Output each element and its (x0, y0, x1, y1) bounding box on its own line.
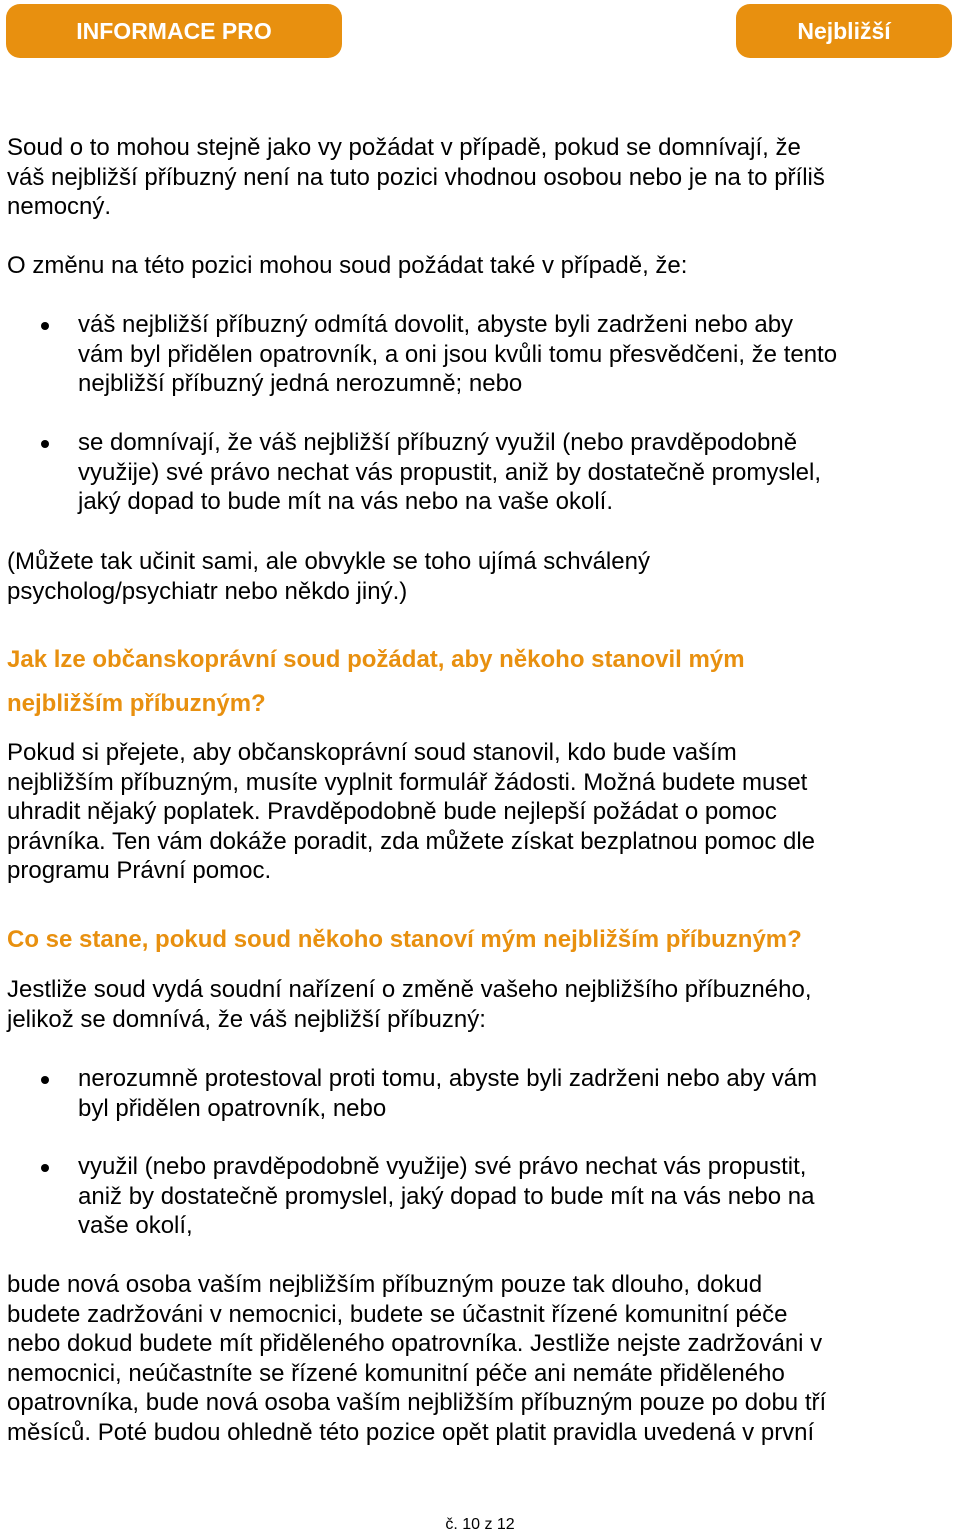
paragraph-3-line: (Můžete tak učinit sami, ale obvykle se toho ujímá schválený (7, 548, 650, 575)
header-left-label: INFORMACE PRO (76, 17, 272, 44)
bullet-1-line: váš nejbližší příbuzný odmítá dovolit, abyste byli zadrženi nebo aby (78, 311, 794, 338)
header-tab-informace-pro (6, 4, 342, 58)
bullet-3-line: nerozumně protestoval proti tomu, abyste byli zadrženi nebo aby vám (78, 1065, 818, 1092)
paragraph-3-line: psycholog/psychiatr nebo někdo jiný.) (7, 578, 408, 605)
paragraph-2-line: O změnu na této pozici mohou soud požádat také v případě, že: (7, 252, 688, 279)
section-heading-1: Jak lze občanskoprávní soud požádat, aby někoho stanovil mým (7, 646, 745, 673)
section-heading-2: Co se stane, pokud soud někoho stanoví mým nejbližším příbuzným? (7, 926, 802, 953)
paragraph-1-line: nemocný. (7, 193, 112, 220)
section-heading-1: nejbližším příbuzným? (7, 690, 266, 717)
header-right-label: Nejbližší (797, 17, 891, 44)
bullet-1-line: nejbližší příbuzný jedná nerozumně; nebo (78, 370, 523, 397)
bullet-dot (41, 1076, 49, 1084)
paragraph-1-line: váš nejbližší příbuzný není na tuto pozici vhodnou osobou nebo je na to příliš (7, 164, 825, 191)
paragraph-4-line: Pokud si přejete, aby občanskoprávní soud stanovil, kdo bude vaším (7, 739, 737, 766)
paragraph-4-line: nejbližším příbuzným, musíte vyplnit formulář žádosti. Možná budete muset (7, 769, 808, 796)
paragraph-1-line: Soud o to mohou stejně jako vy požádat v případě, pokud se domnívají, že (7, 134, 801, 161)
paragraph-6-line: nemocnici, neúčastníte se řízené komunitní péče ani nemáte přiděleného (7, 1360, 785, 1387)
bullet-3-line: byl přidělen opatrovník, nebo (78, 1095, 387, 1122)
paragraph-6-line: opatrovníka, bude nová osoba vaším nejbližším příbuzným pouze po dobu tří (7, 1389, 827, 1416)
paragraph-6-line: měsíců. Poté budou ohledně této pozice opět platit pravidla uvedená v první (7, 1419, 815, 1446)
bullet-dot (41, 322, 49, 330)
bullet-4-line: vaše okolí, (78, 1212, 193, 1239)
bullet-2-line: využije) své právo nechat vás propustit, aniž by dostatečně promyslel, (78, 459, 822, 486)
bullet-4-line: využil (nebo pravděpodobně využije) své právo nechat vás propustit, (78, 1153, 807, 1180)
paragraph-4-line: právníka. Ten vám dokáže poradit, zda můžete získat bezplatnou pomoc dle (7, 828, 816, 855)
paragraph-5-line: jelikož se domnívá, že váš nejbližší příbuzný: (7, 1006, 486, 1033)
paragraph-4-line: uhradit nějaký poplatek. Pravděpodobně bude nejlepší požádat o pomoc (7, 798, 777, 825)
paragraph-4-line: programu Právní pomoc. (7, 857, 272, 884)
paragraph-6-line: bude nová osoba vaším nejbližším příbuzným pouze tak dlouho, dokud (7, 1271, 763, 1298)
bullet-1-line: vám byl přidělen opatrovník, a oni jsou kvůli tomu přesvědčeni, že tento (78, 341, 838, 368)
page-number: č. 10 z 12 (445, 1516, 515, 1533)
bullet-4-line: aniž by dostatečně promyslel, jaký dopad to bude mít na vás nebo na (78, 1183, 815, 1210)
bullet-2-line: se domnívají, že váš nejbližší příbuzný využil (nebo pravděpodobně (78, 429, 798, 456)
paragraph-6-line: budete zadržováni v nemocnici, budete se účastnit řízené komunitní péče (7, 1301, 788, 1328)
bullet-dot (41, 1164, 49, 1172)
bullet-2-line: jaký dopad to bude mít na vás nebo na vaše okolí. (78, 488, 614, 515)
bullet-dot (41, 440, 49, 448)
paragraph-5-line: Jestliže soud vydá soudní nařízení o změně vašeho nejbližšího příbuzného, (7, 976, 812, 1003)
paragraph-6-line: nebo dokud budete mít přiděleného opatrovníka. Jestliže nejste zadržováni v (7, 1330, 823, 1357)
header-tab-nejblizsi (736, 4, 952, 58)
